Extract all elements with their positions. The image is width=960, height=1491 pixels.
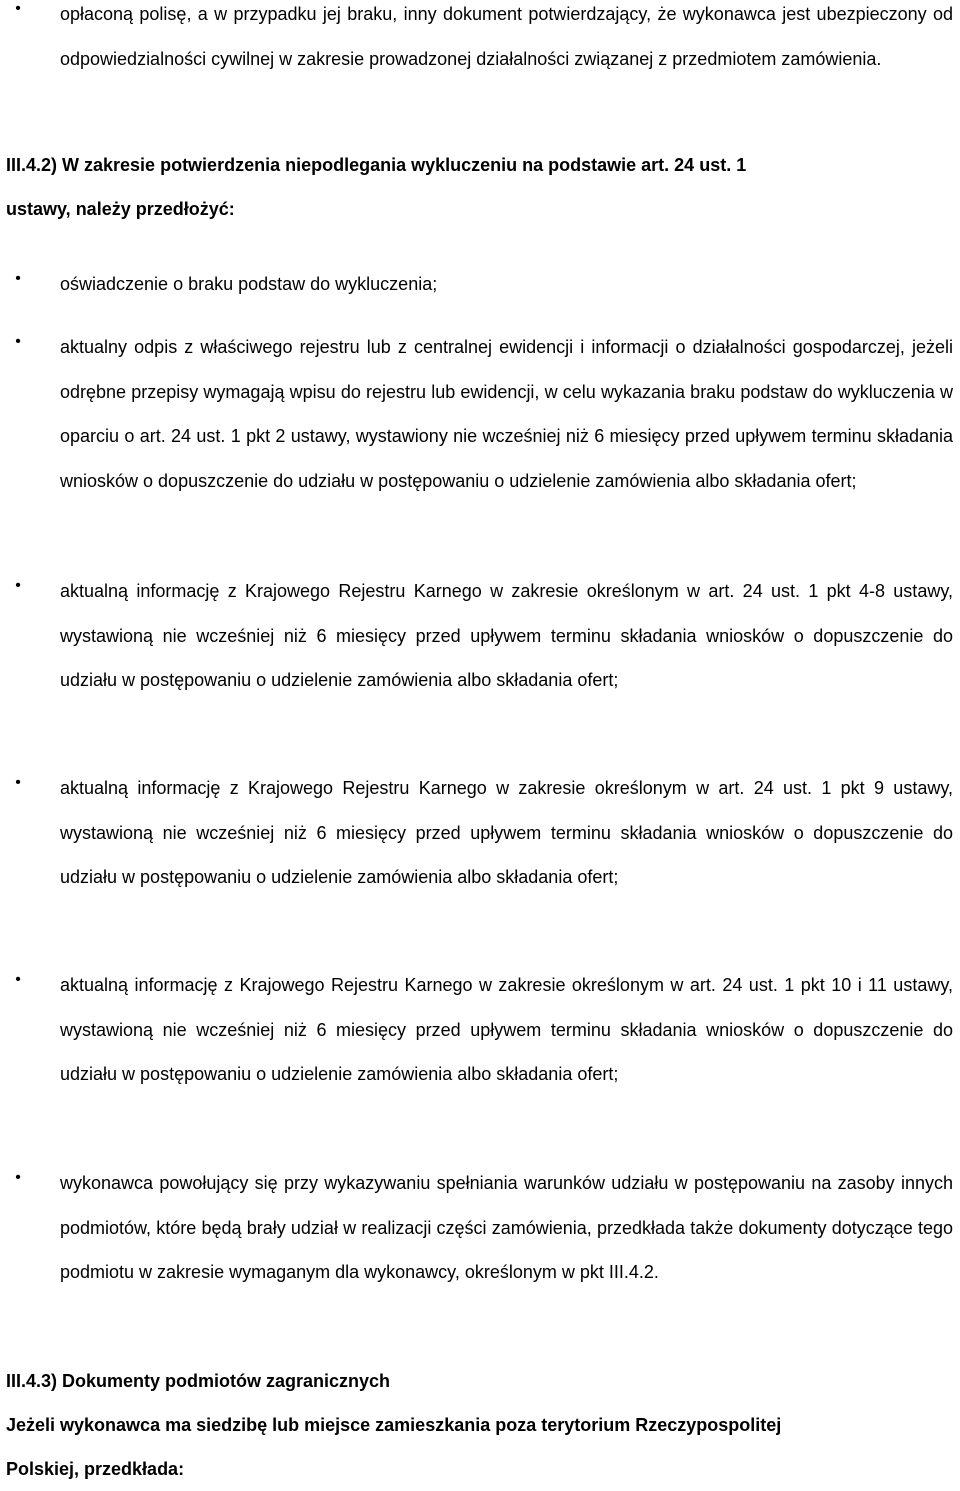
section-heading-III-4-3: III.4.3) Dokumenty podmiotów zagranicznych (6, 1371, 391, 1391)
list-item-text: oświadczenie o braku podstaw do wykluczenia; (60, 274, 438, 294)
list-item-text: aktualny odpis z właściwego rejestru lub z centralnej ewidencji i informacji o działalności gospodarczej, jeżeli odrębne przepisy wymagają wpisu do rejestru lub ewidencji, w celu wykazania braku podstaw do wykluczenia w oparciu o art. 24 ust. 1 pkt 2 ustawy, wystawiony nie wcześniej niż 6 miesięcy przed upływem terminu składania wniosków o dopuszczenie do udziału w postępowaniu o udzielenie zamówienia albo składania ofert; (60, 337, 953, 491)
bullet-icon: • (15, 270, 21, 287)
bullet-icon: • (15, 971, 21, 988)
list-item-text: aktualną informację z Krajowego Rejestru Karnego w zakresie określonym w art. 24 ust. 1 pkt 10 i 11 ustawy, wystawioną nie wcześniej niż 6 miesięcy przed upływem terminu składania wniosków o dopuszczenie do udziału w postępowaniu o udzielenie zamówienia albo składania ofert; (60, 975, 953, 1085)
list-item-text: opłaconą polisę, a w przypadku jej braku, inny dokument potwierdzający, że wykonawca jest ubezpieczony od odpowiedzialności cywilnej w zakresie prowadzonej działalności związanej z przedmiotem zamówienia. (60, 4, 953, 69)
bullet-icon: • (15, 333, 21, 350)
section-text-foreign-entities-cont: Polskiej, przedkłada: (6, 1459, 185, 1479)
bullet-icon: • (15, 0, 21, 17)
section-text-foreign-entities: Jeżeli wykonawca ma siedzibę lub miejsce zamieszkania poza terytorium Rzeczypospolitej (6, 1415, 782, 1435)
bullet-icon: • (15, 774, 21, 791)
list-item-text: wykonawca powołujący się przy wykazywaniu spełniania warunków udziału w postępowaniu na zasoby innych podmiotów, które będą brały udział w realizacji części zamówienia, przedkłada także dokumenty dotyczące tego podmiotu w zakresie wymaganym dla wykonawcy, określonym w pkt III.4.2. (60, 1173, 953, 1283)
section-heading-III-4-2-cont: ustawy, należy przedłożyć: (6, 199, 235, 219)
list-item-text: aktualną informację z Krajowego Rejestru Karnego w zakresie określonym w art. 24 ust. 1 pkt 4-8 ustawy, wystawioną nie wcześniej niż 6 miesięcy przed upływem terminu składania wniosków o dopuszczenie do udziału w postępowaniu o udzielenie zamówienia albo składania ofert; (60, 581, 953, 691)
bullet-icon: • (15, 1169, 21, 1186)
list-item-text: aktualną informację z Krajowego Rejestru Karnego w zakresie określonym w art. 24 ust. 1 pkt 9 ustawy, wystawioną nie wcześniej niż 6 miesięcy przed upływem terminu składania wniosków o dopuszczenie do udziału w postępowaniu o udzielenie zamówienia albo składania ofert; (60, 778, 953, 888)
bullet-icon: • (15, 577, 21, 594)
section-heading-III-4-2: III.4.2) W zakresie potwierdzenia niepodlegania wykluczeniu na podstawie art. 24 ust. 1 (6, 155, 747, 175)
